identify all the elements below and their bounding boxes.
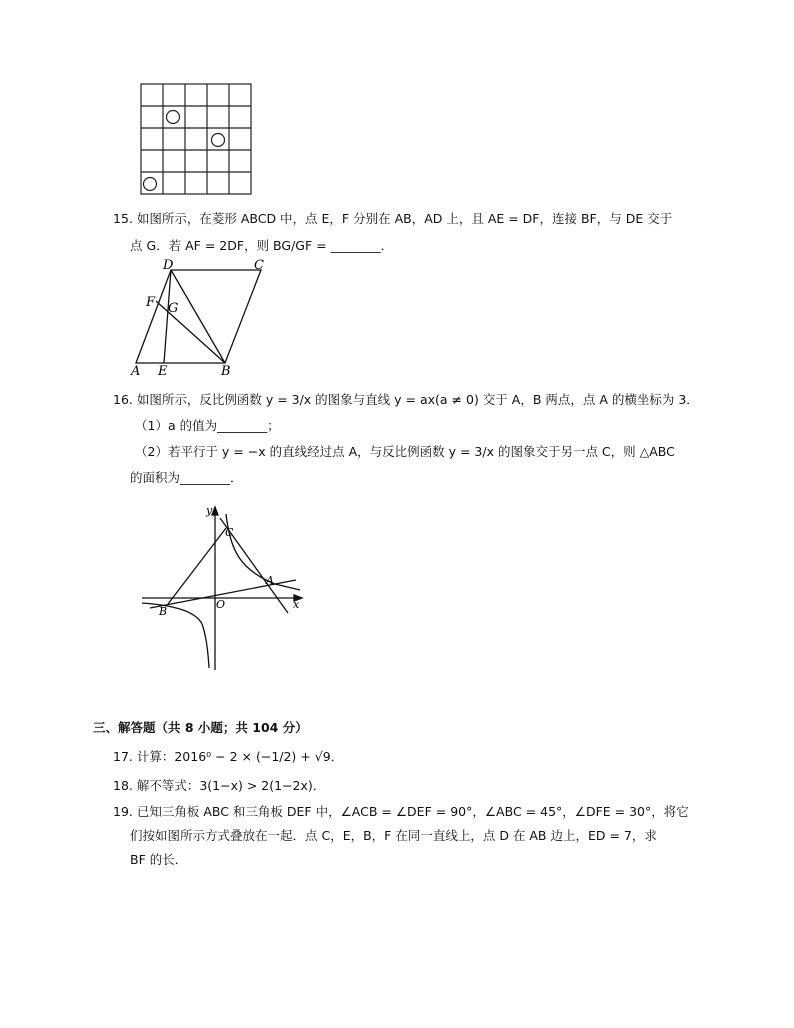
q18-text: 18. 解不等式：3(1−x) > 2(1−2x)．: [113, 778, 326, 793]
q16-text-line1: 16. 如图所示，反比例函数 y = 3/x 的图象与直线 y = ax(a ≠ 0) 交于 A，B 两点，点 A 的横坐标为 3．: [113, 392, 699, 407]
rhombus-label-B: B: [221, 364, 231, 379]
axis-label-x: x: [293, 598, 300, 611]
rhombus-label-F: F: [146, 295, 156, 310]
q19-text-line1: 19. 已知三角板 ABC 和三角板 DEF 中，∠ACB = ∠DEF = 90°，∠ABC = 45°，∠DFE = 30°，将它: [113, 804, 689, 819]
line-BC: [168, 528, 226, 604]
axis-label-y: y: [206, 504, 213, 517]
hyperbola-branch-2: [142, 603, 209, 668]
rhombus-label-C: C: [254, 258, 264, 273]
grid-figure: [138, 82, 256, 198]
y-axis-arrow: [212, 507, 218, 515]
q19-text-line2: 们按如图所示方式叠放在一起．点 C，E，B，F 在同一直线上，点 D 在 AB 边上，ED = 7，求: [130, 828, 657, 843]
section-title: 三、解答题（共 8 小题；共 104 分）: [93, 720, 308, 735]
rhombus-figure: [128, 258, 276, 380]
q19-text-line3: BF 的长．: [130, 852, 188, 867]
rhombus-label-A: A: [131, 364, 141, 379]
grid-circle-1: [167, 111, 180, 124]
rhombus-label-D: D: [163, 258, 174, 273]
rhombus-label-E: E: [158, 364, 168, 379]
origin-label: O: [216, 598, 226, 611]
point-label-C: C: [225, 526, 234, 539]
q16-text-line3: （2）若平行于 y = −x 的直线经过点 A，与反比例函数 y = 3/x 的图象交于另一点 C，则 △ABC: [135, 444, 675, 459]
q15-text-line2: 点 G．若 AF = 2DF，则 BG/GF = ________．: [130, 238, 394, 253]
grid-circle-2: [212, 134, 225, 147]
q16-text-line2: （1）a 的值为________；: [135, 418, 280, 433]
point-label-A: A: [266, 574, 274, 587]
grid-circle-3: [144, 178, 157, 191]
point-label-B: B: [159, 605, 168, 618]
q17-text: 17. 计算：2016⁰ − 2 × (−1/2) + √9．: [113, 749, 344, 764]
rhombus-label-G: G: [168, 301, 179, 316]
hyperbola-figure: [140, 500, 310, 672]
q16-text-line4: 的面积为________．: [130, 470, 243, 485]
q15-text-line1: 15. 如图所示，在菱形 ABCD 中，点 E，F 分别在 AB，AD 上，且 AE = DF，连接 BF，与 DE 交于: [113, 211, 673, 226]
